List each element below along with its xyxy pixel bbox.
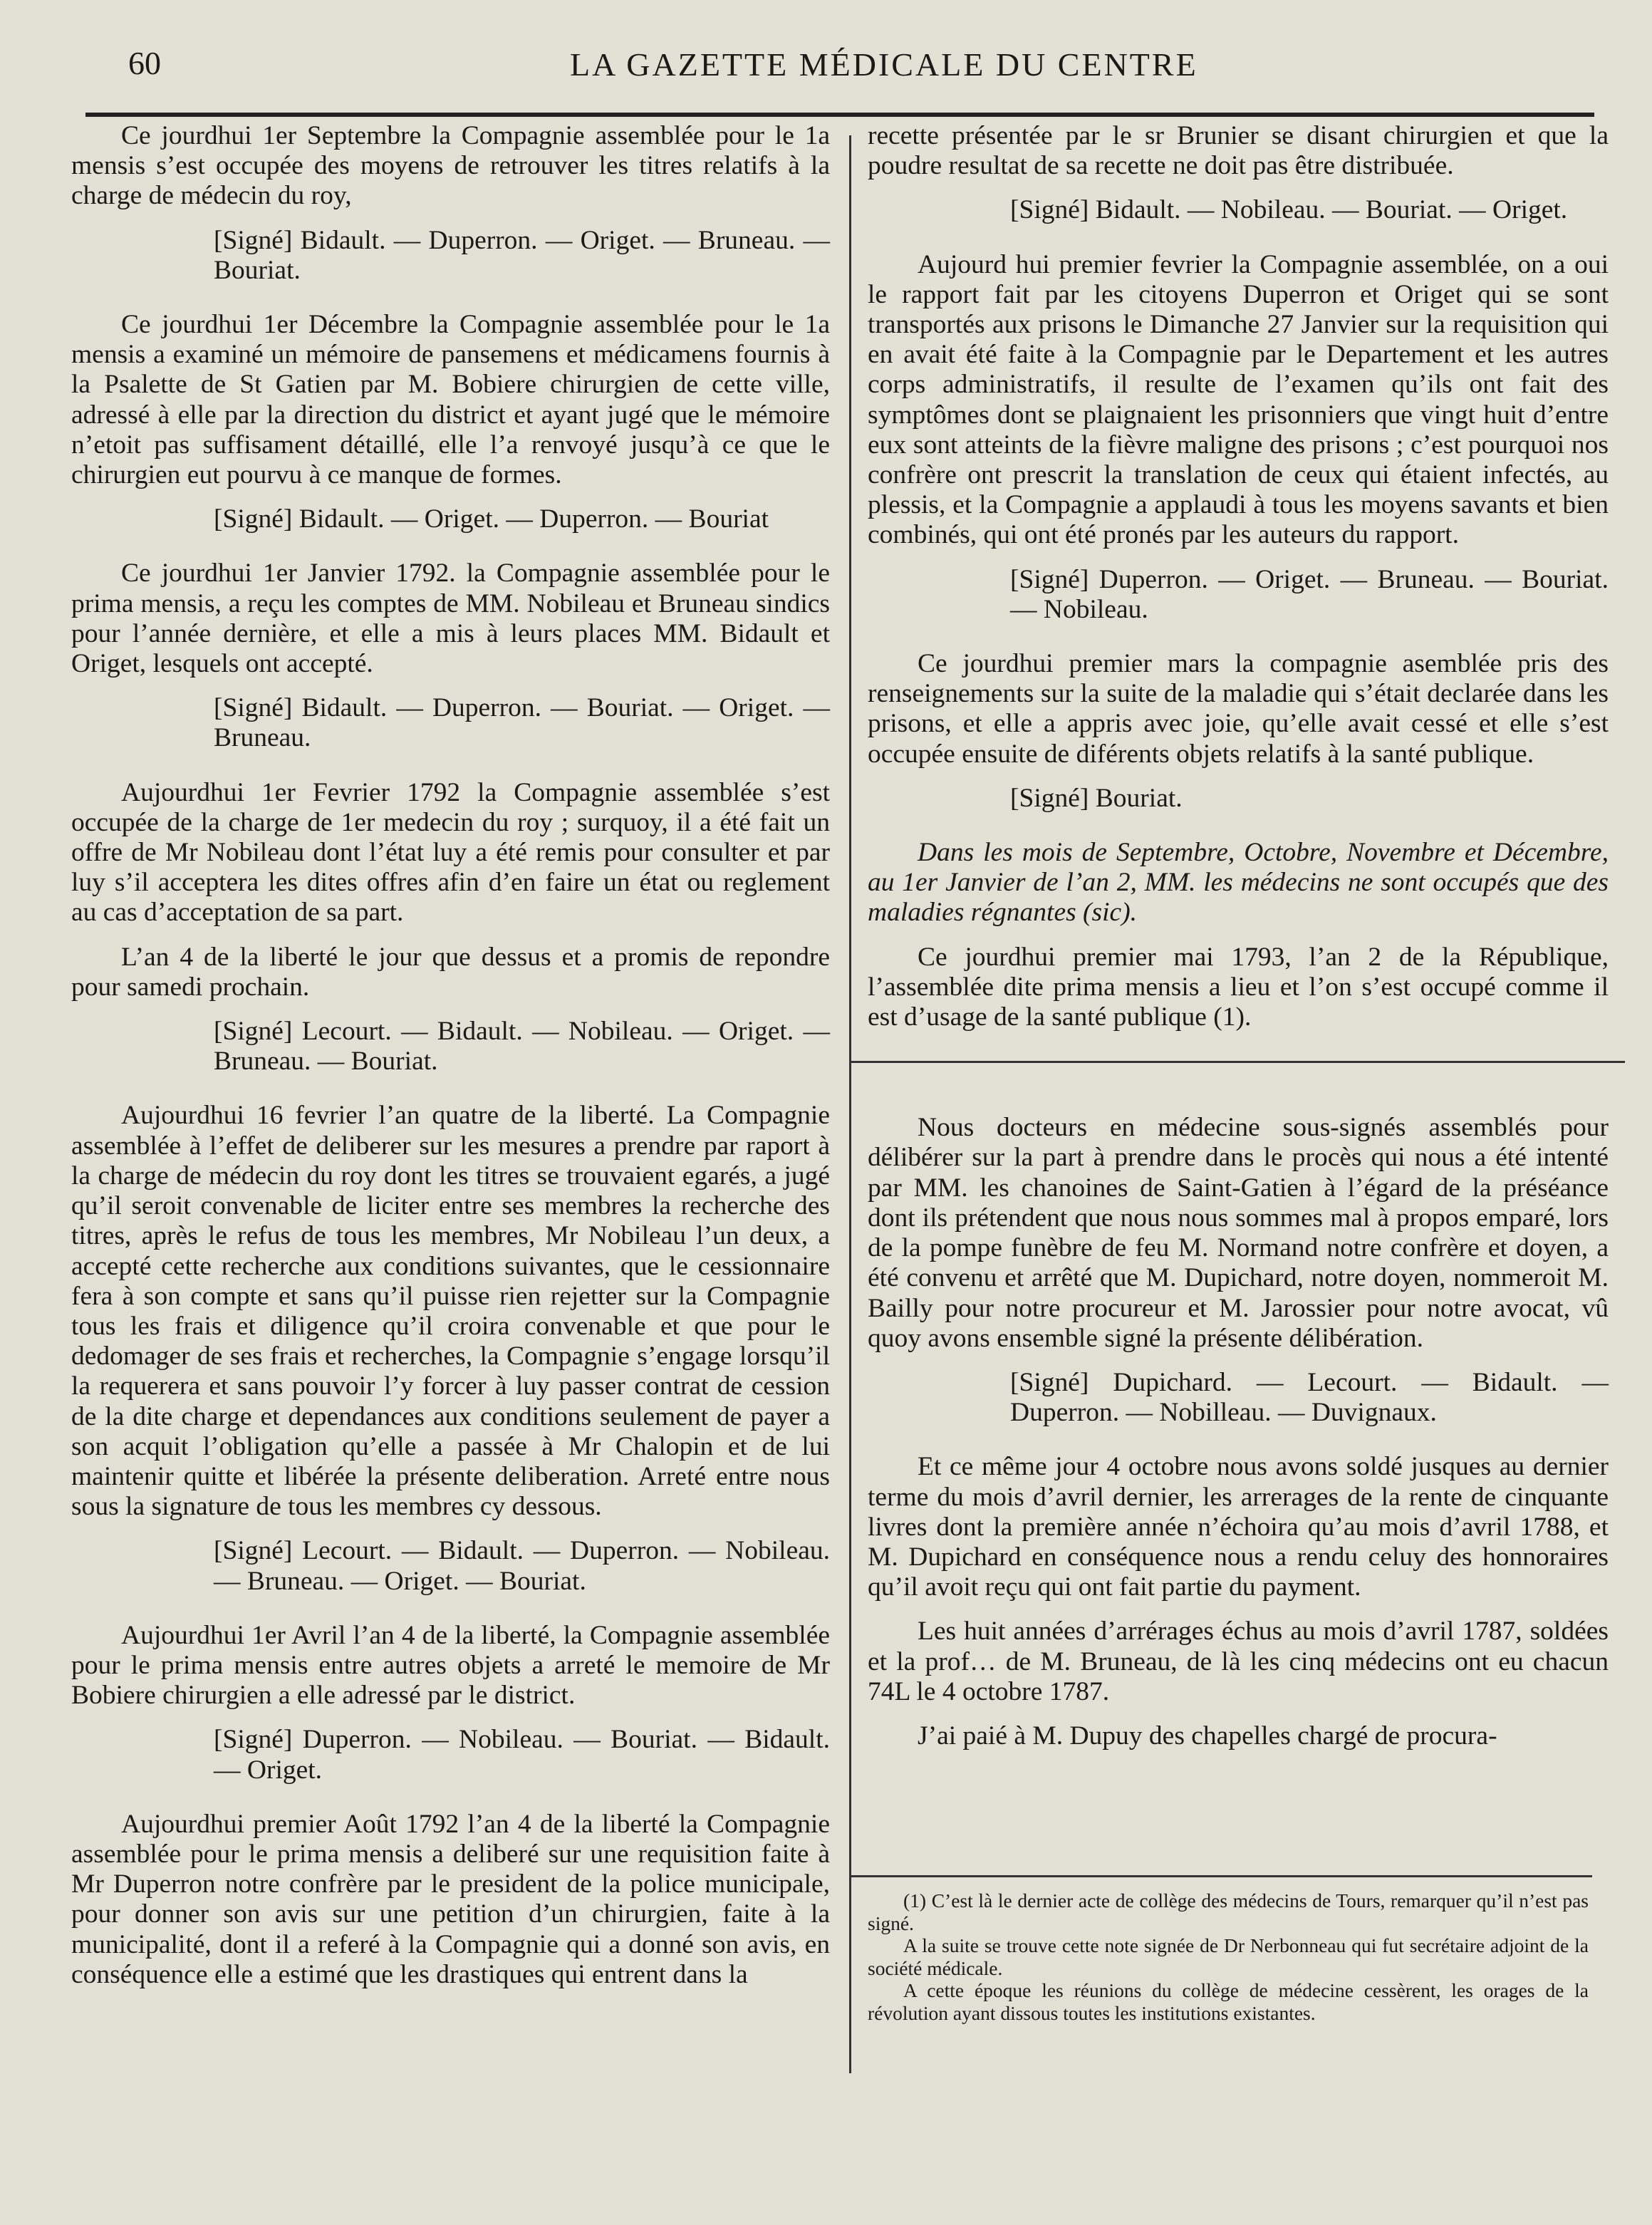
left-paragraph: L’an 4 de la liberté le jour que dessus et a promis de repondre pour samedi prochain.: [71, 942, 830, 1002]
right-paragraph: Ce jourdhui premier mai 1793, l’an 2 de la République, l’assemblée dite prima mensis a lieu et l’on s’est occupé comme il est d’usage de la santé publique (1).: [868, 942, 1609, 1032]
right-paragraph: Les huit années d’arrérages échus au mois d’avril 1787, soldées et la prof… de M. Bruneau, de là les cinq médecins ont eu chacun 74L le 4 octobre 1787.: [868, 1617, 1609, 1706]
page-header: [128, 44, 1589, 94]
signature-line: [Signé] Dupichard. — Lecourt. — Bidault. — Duperron. — Nobilleau. — Duvignaux.: [1010, 1367, 1609, 1428]
left-paragraph: Aujourdhui 1er Fevrier 1792 la Compagnie assemblée s’est occupée de la charge de 1er medecin du roy ; surquoy, il a été fait un offre de Mr Nobileau dont l’état luy a été remis pour consulter et par luy s’il acceptera les dites offres afin d’en faire un état ou reglement au cas d’acceptation de sa part.: [71, 777, 830, 928]
right-paragraph: Ce jourdhui premier mars la compagnie asemblée pris des renseignements sur la suite de la maladie qui s’était declarée dans les prisons, et elle a appris avec joie, qu’elle avait cessé et elle s’est occupée ensuite de diférents objets relatifs à la santé publique.: [868, 649, 1609, 769]
column-divider: [849, 135, 851, 2073]
right-column: [868, 121, 1609, 1765]
signature-line: [Signé] Bidault. — Duperron. — Bouriat. — Origet. — Bruneau.: [214, 693, 830, 753]
right-paragraph: J’ai paié à M. Dupuy des chapelles chargé de procura-: [918, 1721, 1497, 1751]
left-paragraph: Ce jourdhui 1er Janvier 1792. la Compagnie assemblée pour le prima mensis, a reçu les comptes de MM. Nobileau et Bruneau sindics pour l’année dernière, et elle a mis à leurs places MM. Bidault et Origet, lesquels ont accepté.: [71, 559, 830, 679]
right-paragraph: Et ce même jour 4 octobre nous avons soldé jusques au dernier terme du mois d’avril dernier, les arrerages de la rente de cinquante livres dont la première année n’échoira qu’au mois d’avril 1788, et M. Dupichard en conséquence nous a rendu celuy des honnoraires qu’il avoit reçu qui ont fait partie du payment.: [868, 1452, 1609, 1602]
footnotes: [868, 1889, 1589, 2024]
running-title: LA GAZETTE MÉDICALE DU CENTRE: [570, 46, 1198, 83]
footnote: A la suite se trouve cette note signée de Dr Nerbonneau qui fut secrétaire adjoint de la société médicale.: [868, 1934, 1589, 1979]
signature-line: [Signé] Bidault. — Nobileau. — Bouriat. — Origet.: [1010, 195, 1568, 225]
page-number: 60: [128, 45, 161, 81]
left-paragraph: Aujourdhui 1er Avril l’an 4 de la liberté, la Compagnie assemblée pour le prima mensis entre autres objets a arreté le memoire de Mr Bobiere chirurgien a elle adressé par le district.: [71, 1620, 830, 1711]
section-rule: [851, 1061, 1625, 1063]
signature-line: [Signé] Lecourt. — Bidault. — Duperron. — Nobileau. — Bruneau. — Origet. — Bouriat.: [214, 1536, 830, 1596]
left-column: [71, 121, 830, 2004]
signature-line: [Signé] Bidault. — Origet. — Duperron. — Bouriat: [214, 504, 769, 534]
right-paragraph: Nous docteurs en médecine sous-signés assemblés pour délibérer sur la part à prendre dans le procès qui nous a été intenté par MM. les chanoines de Saint-Gatien à l’égard de la préséance dont ils prétendent que nous nous sommes mal à propos emparé, lors de la pompe funèbre de feu M. Normand notre confrère et doyen, a été convenu et arrêté que M. Dupichard, notre doyen, nommeroit M. Bailly pour notre procureur et M. Jarossier pour notre avocat, vû quoy avons ensemble signé la présente délibération.: [868, 1113, 1609, 1353]
signature-line: [Signé] Bouriat.: [1010, 783, 1183, 813]
left-paragraph: Ce jourdhui 1er Décembre la Compagnie assemblée pour le 1a mensis a examiné un mémoire de pansemens et médicamens fournis à la Psalette de St Gatien par M. Bobiere chirurgien de cette ville, adressé à elle par la direction du district et ayant jugé que le mémoire n’etoit pas suffisament détaillé, elle l’a renvoyé jusqu’à ce que le chirurgien eut pourvu à ce manque de formes.: [71, 310, 830, 490]
signature-line: [Signé] Duperron. — Origet. — Bruneau. — Bouriat. — Nobileau.: [1010, 564, 1609, 624]
left-paragraph: Aujourdhui 16 fevrier l’an quatre de la liberté. La Compagnie assemblée à l’effet de deliberer sur les mesures a prendre par raport à la charge de médecin du roy dont les titres se trouvaient egarés, a jugé qu’il seroit convenable de liciter entre ses membres la recherche des titres, après le refus de tous les membres, Mr Nobileau l’un deux, a accepté cette recherche aux conditions suivantes, que le cessionnaire fera à son compte et sans qu’il puisse rien rejetter sur la Compagnie tous les frais et diligence qu’il croira convenable et que pour le dedomager de ses frais et recherches, la Compagnie s’engage lorsqu’il la requerera et sans pouvoir l’y forcer à luy passer contrat de cession de la dite charge et dependances aux conditions seulement de payer a son acquit l’obligation qu’elle a passée à Mr Chalopin et de lui maintenir quitte et libérée la présente deliberation. Arreté entre nous sous la signature de tous les membres cy dessous.: [71, 1101, 830, 1522]
signature-line: [Signé] Duperron. — Nobileau. — Bouriat. — Bidault. — Origet.: [214, 1725, 830, 1785]
left-paragraph: Aujourdhui premier Août 1792 l’an 4 de la liberté la Compagnie assemblée pour le prima mensis a deliberé sur une requisition faite à Mr Duperron notre confrère par le president de la police municipale, pour donner son avis sur une petition d’un chirurgien, faite à la municipalité, dont il a referé à la Compagnie qui a donné son avis, en conséquence elle a estimé que les drastiques qui entrent dans la: [71, 1809, 830, 1989]
footnote-rule: [851, 1875, 1592, 1877]
footnote: A cette époque les réunions du collège de médecine cessèrent, les orages de la révolution ayant dissous toutes les institutions existantes.: [868, 1979, 1589, 2024]
header-rule: [85, 113, 1594, 117]
right-paragraph: recette présentée par le sr Brunier se disant chirurgien et que la poudre resultat de sa recette ne doit pas être distribuée.: [868, 121, 1609, 181]
right-paragraph: Aujourd hui premier fevrier la Compagnie assemblée, on a oui le rapport fait par les citoyens Duperron et Origet qui se sont transportés aux prisons le Dimanche 27 Janvier sur la requisition qui en avait été faite à la Compagnie par le Departement et les autres corps administratifs, il resulte de l’examen qu’ils ont fait des symptômes dont se plaignaient les prisonniers que vingt huit d’entre eux sont atteints de la fièvre maligne des prisons ; c’est pourquoi nos confrère ont prescrit la translation de ceux qui étaient infectés, au plessis, et la Compagnie a applaudi à tous les moyens savants et bien combinés, qui ont été pronés par les auteurs du rapport.: [868, 249, 1609, 550]
signature-line: [Signé] Lecourt. — Bidault. — Nobileau. — Origet. — Bruneau. — Bouriat.: [214, 1017, 830, 1077]
italic-note: Dans les mois de Septembre, Octobre, Novembre et Décembre, au 1er Janvier de l’an 2, MM. les médecins ne sont occupés que des maladies régnantes (sic).: [868, 838, 1609, 928]
left-paragraph: Ce jourdhui 1er Septembre la Compagnie assemblée pour le 1a mensis s’est occupée des moyens de retrouver les titres relatifs à la charge de médecin du roy,: [71, 121, 830, 211]
footnote: (1) C’est là le dernier acte de collège des médecins de Tours, remarquer qu’il n’est pas signé.: [868, 1889, 1589, 1934]
signature-line: [Signé] Bidault. — Duperron. — Origet. — Bruneau. — Bouriat.: [214, 225, 830, 285]
